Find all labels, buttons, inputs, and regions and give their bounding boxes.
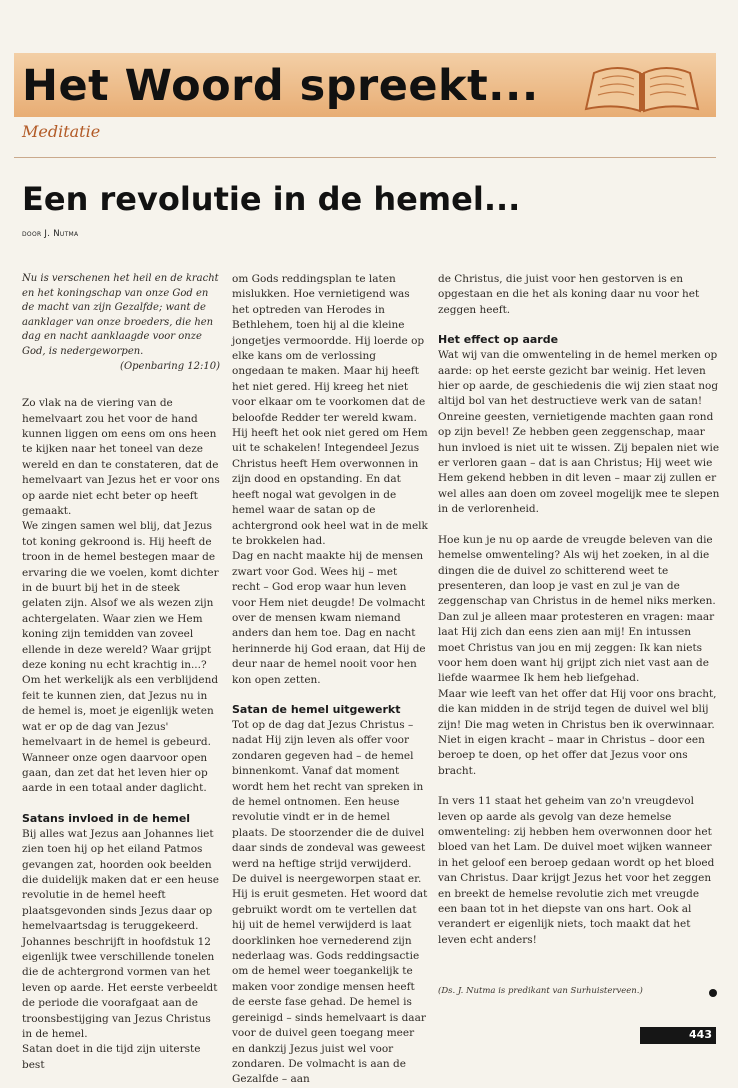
quote-text: Nu is verschenen het heil en de kracht en het koningschap van onze God en de macht van zijn Gezalfde; want de aanklager van onze broeders, die hen dag en nacht aanklaagde voor onze God, is nedergeworpen.	[22, 273, 219, 357]
paragraph: Hoe kun je nu op aarde de vreugde beleven van die hemelse omwenteling? Als wij het zoeken, in al die dingen die de duivel zo schitterend weet te presenteren, dan loop je vast en zul je van de zeggenschap van Christus in de hemel niks merken. Dan zul je alleen maar protesteren en vragen: maar laat Hij zich dan eens zien aan mij! En intussen moet Christus van jou en mij zeggen: Ik kan niets voor hem doen want hij grijpt zich niet vast aan de liefde waarmee Ik hem heb liefgehad.	[438, 533, 716, 685]
paragraph: om Gods reddingsplan te laten mislukken. Hoe vernietigend was het optreden van Herodes in Bethlehem, toen hij al die kleine jongetjes vermoordde. Hij loerde op elke kans om de verlossing ongedaan te maken. Maar hij heeft het niet gered. Hij kreeg het niet voor elkaar om te voorkomen dat de beloofde Redder ter wereld kwam. Hij heeft het ook niet gered om Hem uit te schakelen! Integendeel Jezus Christus heeft Hem overwonnen in zijn dood en opstanding. En dat heeft nogal wat gevolgen in de hemel waar de satan op de achtergrond ook heel wat in de melk te brokkelen had.	[232, 273, 428, 547]
subheading: Satan de hemel uitgewerkt	[232, 702, 401, 716]
paragraph: In vers 11 staat het geheim van zo'n vreugdevol leven op aarde als gevolg van deze hemelse omwenteling: zij hebben hem overwonnen door het bloed van het Lam. De duivel moet wijken wanneer in het geloof een beroep gedaan wordt op het bloed van Christus. Daar krijgt Jezus het voor het zeggen en breekt de hemelse revolutie zich met vreugde een baan tot in het diepste van ons hart. Ook al verandert er eigenlijk niets, toch maakt dat het leven echt anders!	[438, 795, 715, 946]
section-title: Het Woord spreekt...	[22, 61, 539, 111]
paragraph: Satan doet in die tijd zijn uiterste best	[22, 1043, 201, 1071]
column-1	[22, 272, 220, 1073]
section-kicker: Meditatie	[22, 122, 101, 141]
page-number: 443	[689, 1028, 712, 1041]
paragraph: de Christus, die juist voor hen gestorven is en opgestaan en die het als koning daar nu voor het zeggen heeft.	[438, 273, 700, 316]
paragraph: Maar wie leeft van het offer dat Hij voor ons bracht, die kan midden in de strijd tegen de duivel wel blij zijn! Die mag weten in Christus ben ik overwinnaar. Niet in eigen kracht – maar in Christus – door een beroep te doen, op het offer dat Jezus voor ons bracht.	[438, 687, 717, 777]
paragraph: Om het werkelijk als een verblijdend feit te kunnen zien, dat Jezus nu in de hemel is, moet je eigenlijk weten wat er op de dag van Jezus' hemelvaart in de hemel is gebeurd. Wanneer onze ogen daarvoor open gaan, dan zet dat het leven hier op aarde in een totaal ander daglicht.	[22, 674, 219, 795]
article-byline: door J. Nutma	[22, 229, 79, 239]
bible-quote	[22, 272, 220, 374]
open-book-icon	[578, 57, 706, 117]
column-3	[438, 272, 720, 948]
end-mark-icon	[709, 989, 717, 997]
subheading: Satans invloed in de hemel	[22, 811, 191, 825]
paragraph: Zo vlak na de viering van de hemelvaart zou het voor de hand kunnen liggen om eens om ons heen te kijken naar het toneel van deze wereld en dan te constateren, dat de hemelvaart van Jezus het er voor ons op aarde niet echt beter op heeft gemaakt.	[22, 397, 220, 517]
author-note: (Ds. J. Nutma is predikant van Surhuisterveen.)	[438, 986, 643, 996]
quote-reference: (Openbaring 12:10)	[120, 360, 220, 372]
page-number-bar	[640, 1027, 716, 1044]
article-headline: Een revolutie in de hemel...	[22, 180, 521, 218]
paragraph: Dag en nacht maakte hij de mensen zwart voor God. Wees hij – met recht – God erop waar hun leven voor Hem niet deugde! De volmacht over de mensen kwam niemand anders dan hem toe. Dag en nacht herinnerde hij God eraan, dat Hij de deur naar de hemel nooit voor hen kon open zetten.	[232, 550, 426, 686]
paragraph: Wat wij van die omwenteling in de hemel merken op aarde: op het eerste gezicht bar weinig. Het leven hier op aarde, de geschiedenis die wij zien staat nog altijd bol van het destructieve werk van de satan!	[438, 349, 719, 408]
paragraph: Onreine geesten, vernietigende machten gaan rond op zijn bevel! Ze hebben geen zeggenschap, maar hun invloed is niet uit te wissen. Zij bepalen niet wie er verloren gaan – dat is aan Christus; Hij weet wie Hem gekend hebben in dit leven – maar zij zullen er wel alles aan doen om zoveel mogelijk mee te slepen in de verlorenheid.	[438, 410, 720, 516]
paragraph: Bij alles wat Jezus aan Johannes liet zien toen hij op het eiland Patmos gevangen zat, hoorden ook beelden die duidelijk maken dat er een heuse revolutie in de hemel heeft plaatsgevonden sinds Jezus daar op hemelvaartsdag is teruggekeerd. Johannes beschrijft in hoofdstuk 12 eigenlijk twee verschillende tonelen die de achtergrond vormen van het leven op aarde. Het eerste verbeeldt de periode die voorafgaat aan de troonsbestijging van Jezus Christus in de hemel.	[22, 827, 219, 1040]
subheading: Het effect op aarde	[438, 333, 559, 347]
paragraph: Tot op de dag dat Jezus Christus – nadat Hij zijn leven als offer voor zondaren gegeven had – de hemel binnenkomt. Vanaf dat moment wordt hem het recht van spreken in de hemel ontnomen. Een heuse revolutie vindt er in de hemel plaats. De stoorzender die de duivel daar sinds de zondeval was geweest werd na heftige strijd verwijderd.	[232, 718, 426, 870]
column-2	[232, 272, 428, 1088]
paragraph: De duivel is neergeworpen staat er. Hij is eruit gesmeten. Het woord dat gebruikt wordt om te vertellen dat hij uit de hemel verwijderd is laat doorklinken hoe vernederend zijn nederlaag was. Gods reddingsactie om de hemel weer toegankelijk te maken voor zondige mensen heeft de eerste fase gehad. De hemel is gereinigd – sinds hemelvaart is daar voor de duivel geen toegang meer en dankzij Jezus juist wel voor zondaren. De volmacht is aan de Gezalfde – aan	[232, 873, 428, 1086]
paragraph: We zingen samen wel blij, dat Jezus tot koning gekroond is. Hij heeft de troon in de hemel bestegen maar de ervaring die we voelen, komt dichter in de buurt bij het in de steek gelaten zijn. Alsof we als wezen zijn achtergelaten. Waar zien we Hem koning zijn temidden van zoveel ellende in deze wereld? Waar grijpt deze koning nu echt krachtig in...?	[22, 520, 219, 672]
divider	[14, 157, 716, 158]
